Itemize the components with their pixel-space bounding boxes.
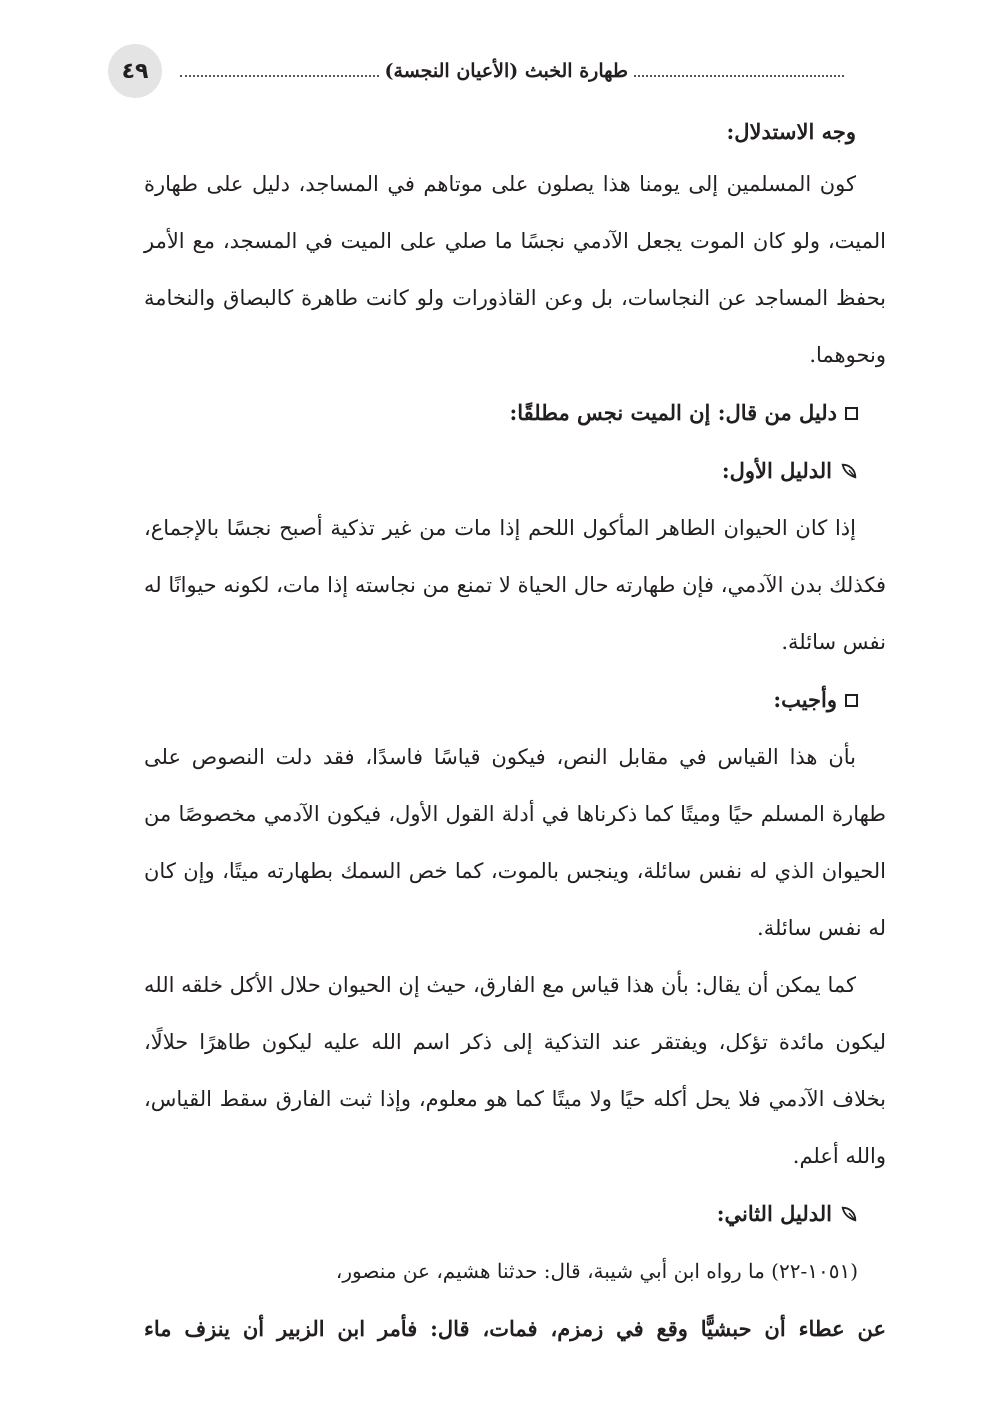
page-number: ٤٩ — [108, 44, 162, 98]
paragraph-3: بأن هذا القياس في مقابل النص، فيكون قياسًا فاسدًا، فقد دلت النصوص على طهارة المسلم حيًا وميتًا كما ذكرناها في أدلة القول الأول، فيكون الآدمي مخصوصًا من الحيوان الذي له نفس سائلة، وينجس بالموت، كما خص السمك بطهارته ميتًا، وإن كان له نفس سائلة. — [144, 745, 886, 940]
paragraph-2: إذا كان الحيوان الطاهر المأكول اللحم إذا مات من غير تذكية أصبح نجسًا بالإجماع، فكذلك بدن الآدمي، فإن طهارته حال الحياة لا تمنع من نجاسته إذا مات، لكونه حيوانًا له نفس سائلة. — [144, 516, 886, 654]
hadith-matn: عن عطاء أن حبشيًّا وقع في زمزم، فمات، قال: فأمر ابن الزبير أن ينزف ماء — [144, 1316, 886, 1341]
header-dots-left — [180, 75, 379, 77]
heading-wajh-istidlal: وجه الاستدلال: — [726, 119, 856, 144]
section-dalil-awwal-label: الدليل الأول: — [721, 458, 832, 483]
section-dalil-thani — [144, 1185, 886, 1243]
page-header — [108, 44, 844, 100]
section-ujib-label: وأجيب: — [773, 687, 837, 712]
running-title: طهارة الخبث (الأعيان النجسة) — [384, 60, 628, 82]
page-content — [144, 112, 886, 1357]
section-dalil-man-qal-label: دليل من قال: إن الميت نجس مطلقًا: — [509, 400, 837, 425]
header-dots-right — [634, 75, 844, 77]
section-dalil-man-qal — [144, 384, 886, 442]
paragraph-1: كون المسلمين إلى يومنا هذا يصلون على موتاهم في المساجد، دليل على طهارة الميت، ولو كان الموت يجعل الآدمي نجسًا ما صلي على الميت في المسجد، مع الأمر بحفظ المساجد عن النجاسات، بل وعن القاذورات ولو كانت طاهرة كالبصاق والنخامة ونحوهما. — [144, 172, 886, 367]
square-bullet-icon — [845, 407, 858, 420]
section-dalil-awwal — [144, 442, 886, 500]
section-dalil-thani-label: الدليل الثاني: — [716, 1201, 832, 1226]
hadith-isnad: (١٠٥١-٢٢) ما رواه ابن أبي شيبة، قال: حدثنا هشيم، عن منصور، — [335, 1259, 858, 1283]
paragraph-4: كما يمكن أن يقال: بأن هذا قياس مع الفارق، حيث إن الحيوان حلال الأكل خلقه الله ليكون مائدة تؤكل، ويفتقر عند التذكية إلى ذكر اسم الله عليه ليكون طاهرًا حلالًا، بخلاف الآدمي فلا يحل أكله حيًا ولا ميتًا كما هو معلوم، وإذا ثبت الفارق سقط القياس، والله أعلم. — [144, 973, 886, 1168]
leaf-bullet-icon — [840, 1205, 858, 1223]
section-ujib — [144, 671, 886, 729]
square-bullet-icon — [845, 694, 858, 707]
leaf-bullet-icon — [840, 462, 858, 480]
running-title-bar — [180, 56, 844, 86]
